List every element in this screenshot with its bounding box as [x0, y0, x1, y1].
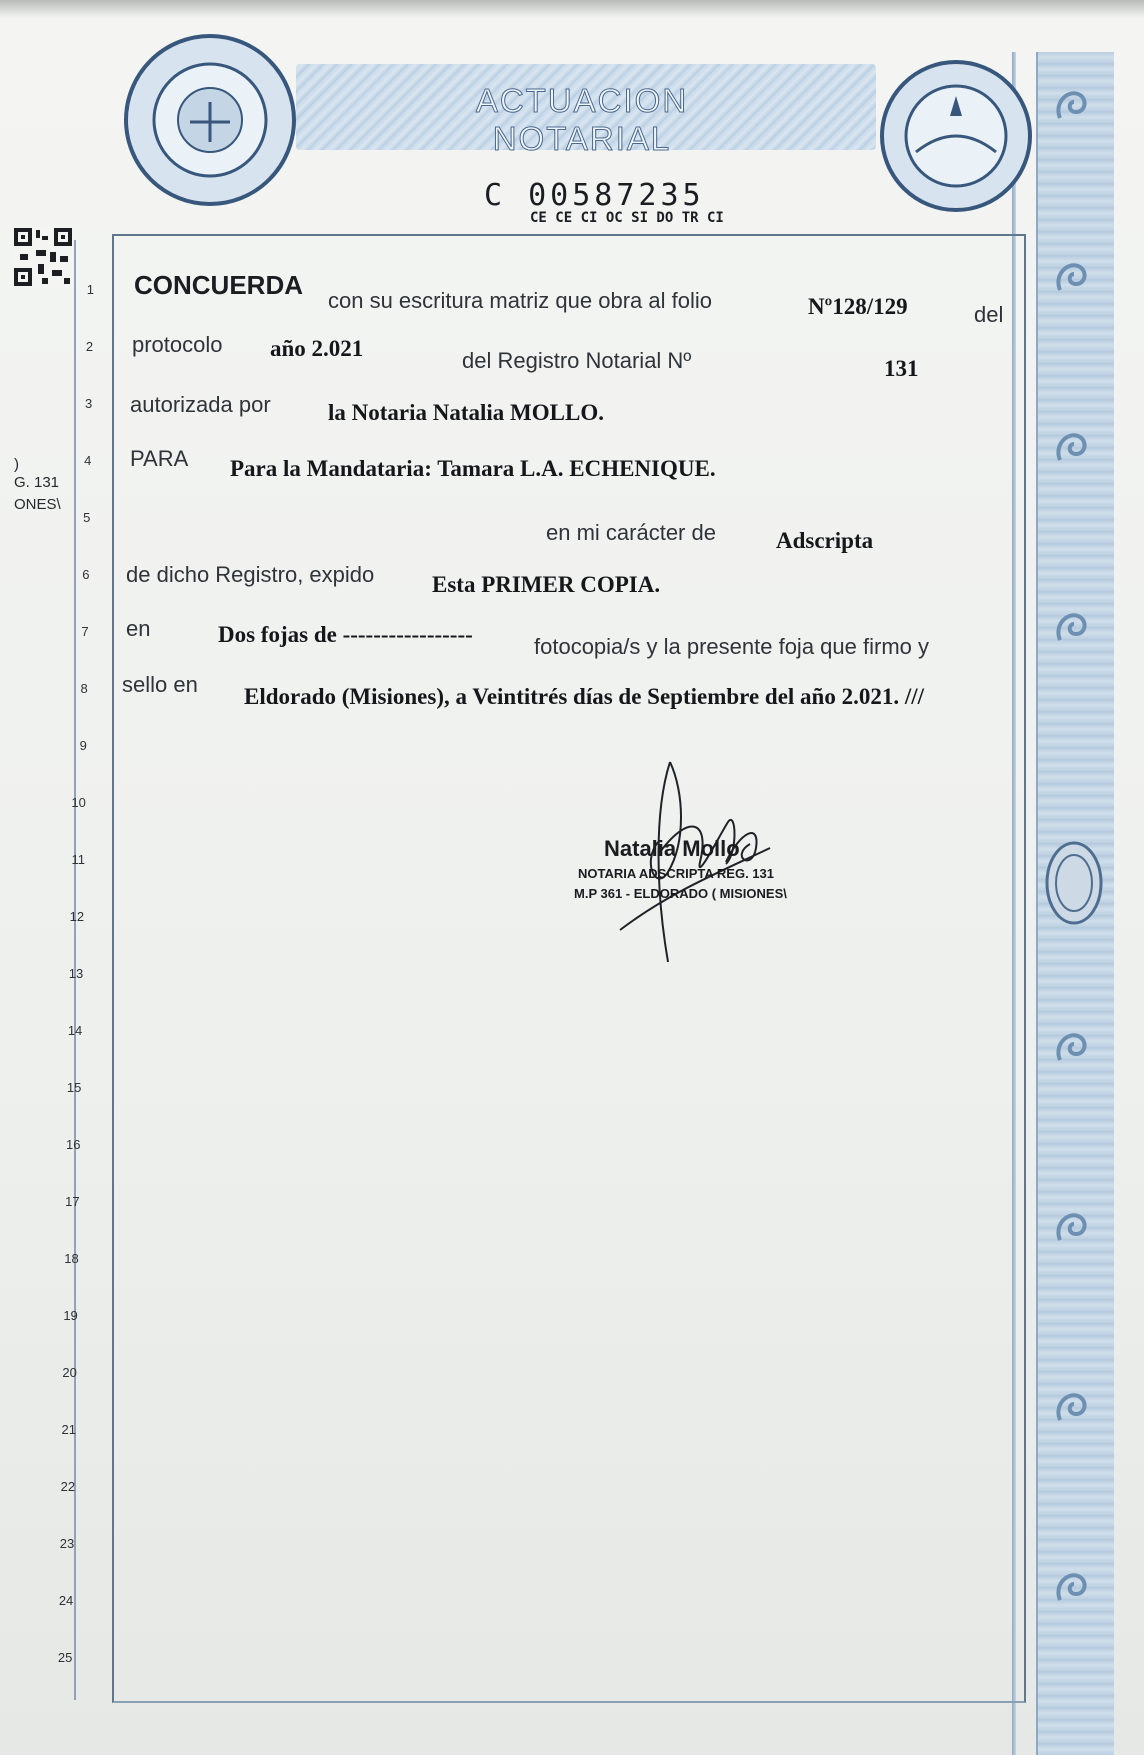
para-label: PARA [130, 446, 189, 471]
fojas-value: Dos fojas de ----------------- [218, 622, 473, 647]
line-number: 15 [66, 1080, 82, 1095]
line-number: 25 [57, 1650, 73, 1665]
line-number: 24 [58, 1593, 74, 1608]
en-label: en [126, 616, 151, 641]
lugar-fecha-value: Eldorado (Misiones), a Veintitrés días de Septiembre del año 2.021. /// [244, 684, 925, 709]
line-number: 10 [71, 795, 86, 810]
registro-number-value: 131 [884, 356, 919, 381]
line-number: 18 [64, 1251, 79, 1266]
line-number: 7 [81, 624, 89, 639]
line-number: 22 [60, 1479, 76, 1494]
stamp-line-1: NOTARIA ADSCRIPTA REG. 131 [578, 866, 774, 881]
line-number: 20 [62, 1365, 77, 1380]
border-seal-icon [1044, 838, 1104, 928]
line-number: 3 [84, 396, 93, 411]
line-number: 9 [79, 738, 87, 753]
serial-number: C 00587235 [484, 178, 705, 213]
caracter-label: en mi carácter de [546, 520, 716, 545]
swirl-ornament-icon [1046, 600, 1102, 656]
swirl-ornament-icon [1046, 78, 1102, 134]
margin-stamp-line: ) [14, 456, 19, 473]
folio-value: Nº128/129 [808, 294, 908, 319]
protocolo-label: protocolo [132, 332, 223, 357]
document-title: ACTUACION NOTARIAL [475, 82, 689, 157]
line-number: 17 [65, 1194, 80, 1209]
swirl-ornament-icon [1046, 250, 1102, 306]
fotocopia-text: fotocopia/s y la presente foja que firmo y [534, 634, 929, 659]
line-number: 11 [71, 852, 85, 867]
stamp-notary-name: Natalia Mollo [604, 836, 740, 861]
line-number: 5 [83, 510, 91, 525]
line-number: 14 [67, 1023, 83, 1038]
colegio-notarial-seal-icon [120, 30, 300, 210]
line-number: 2 [85, 339, 94, 354]
autorizada-value: la Notaria Natalia MOLLO. [328, 400, 604, 425]
swirl-ornament-icon [1046, 1380, 1102, 1436]
line-number: 23 [59, 1536, 75, 1551]
expido-label: de dicho Registro, expido [126, 562, 375, 587]
line-number: 1 [86, 282, 94, 297]
swirl-ornament-icon [1046, 1560, 1102, 1616]
provincia-misiones-seal-icon [876, 56, 1036, 216]
margin-stamp-line: G. 131 [14, 474, 60, 491]
line-number: 4 [84, 453, 92, 468]
top-shadow [0, 0, 1144, 18]
line-number: 12 [69, 909, 85, 924]
swirl-ornament-icon [1046, 1020, 1102, 1076]
stamp-line-2: M.P 361 - ELDORADO ( MISIONES\ [574, 886, 787, 901]
caracter-value: Adscripta [776, 528, 874, 553]
line1-text: con su escritura matriz que obra al folio [328, 288, 712, 313]
para-value: Para la Mandataria: Tamara L.A. ECHENIQUE. [230, 456, 716, 481]
qr-code-icon [12, 226, 74, 288]
autorizada-label: autorizada por [130, 392, 271, 417]
line1-del: del [974, 302, 1004, 327]
line-number: 16 [66, 1137, 81, 1152]
sello-label: sello en [122, 672, 198, 697]
line-number: 13 [68, 966, 84, 981]
line-number: 21 [61, 1422, 76, 1437]
swirl-ornament-icon [1046, 1200, 1102, 1256]
registro-label: del Registro Notarial Nº [462, 348, 692, 373]
line-number: 19 [63, 1308, 78, 1323]
line-number: 8 [80, 681, 88, 696]
concuerda-label: CONCUERDA [134, 270, 303, 300]
copia-value: Esta PRIMER COPIA. [432, 572, 661, 597]
margin-stamp-line: ONES\ [14, 496, 61, 513]
swirl-ornament-icon [1046, 420, 1102, 476]
line-number: 6 [82, 567, 90, 582]
serial-code: CE CE CI OC SI DO TR CI [530, 210, 724, 226]
protocolo-year-value: año 2.021 [270, 336, 364, 361]
